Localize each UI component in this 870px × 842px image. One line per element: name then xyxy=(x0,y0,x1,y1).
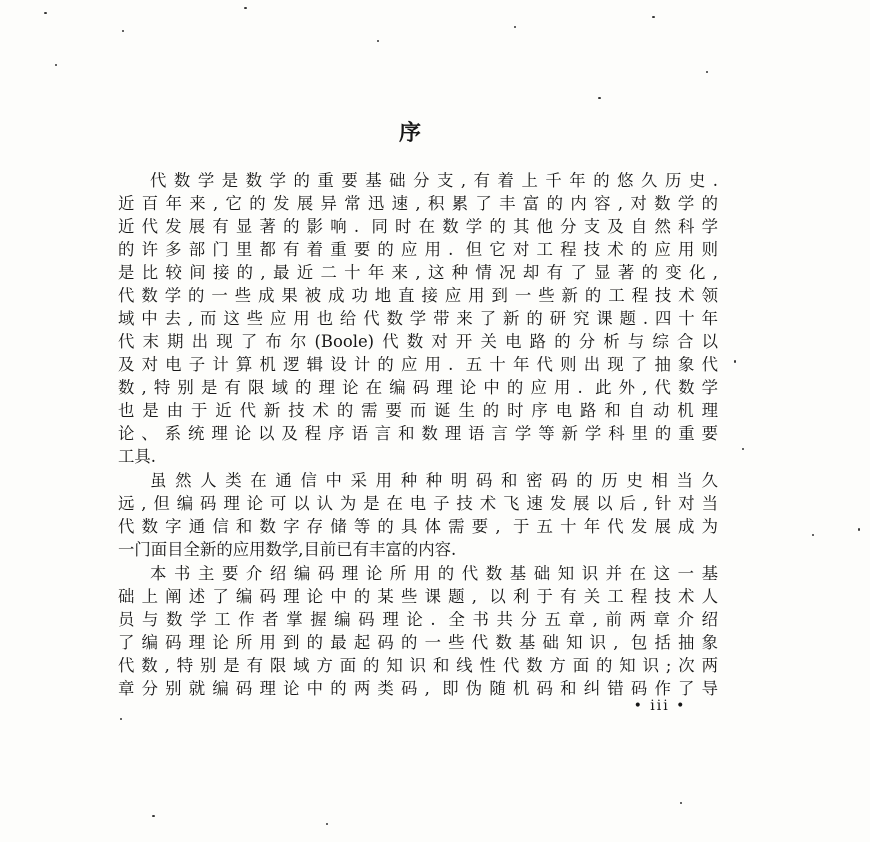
text-line: 远,但编码理论可以认为是在电子技术飞速发展以后,针对当 xyxy=(118,494,718,513)
text-line: 工具. xyxy=(118,447,156,466)
scan-speck xyxy=(514,26,516,28)
text-line: 代末期出现了布尔(Boole)代数对开关电路的分析与综合以 xyxy=(118,332,718,351)
scan-speck xyxy=(812,534,814,536)
text-line: 一门面目全新的应用数学,目前已有丰富的内容. xyxy=(118,540,457,559)
text-line: 近代发展有显著的影响. 同时在数学的其他分支及自然科学 xyxy=(118,217,718,236)
scan-speck xyxy=(680,802,682,804)
text-line: 了编码理论所用到的最起码的一些代数基础知识, 包括抽象 xyxy=(118,633,718,652)
scan-speck xyxy=(44,12,47,14)
text-line: 及对电子计算机逻辑设计的应用. 五十年代则出现了抽象代 xyxy=(118,355,718,374)
text-line: 虽然人类在通信中采用种种明码和密码的历史相当久 xyxy=(150,471,718,490)
text-line: 数,特别是有限域的理论在编码理论中的应用. 此外,代数学 xyxy=(118,378,718,397)
scan-speck xyxy=(858,528,860,531)
scan-speck xyxy=(706,71,708,73)
text-line: 员与数学工作者掌握编码理论. 全书共分五章,前两章介绍 xyxy=(118,610,718,629)
text-line: 的许多部门里都有着重要的应用. 但它对工程技术的应用则 xyxy=(118,240,718,259)
text-line: 本书主要介绍编码理论所用的代数基础知识并在这一基 xyxy=(150,564,718,583)
scan-speck xyxy=(742,448,744,450)
text-line: 代数学是数学的重要基础分支,有着上千年的悠久历史. xyxy=(150,171,718,190)
text-line: 论、系统理论以及程序语言和数理语言学等新学科里的重要 xyxy=(118,424,718,443)
text-line: 代数字通信和数字存储等的具体需要, 于五十年代发展成为 xyxy=(118,517,718,536)
scan-speck xyxy=(652,16,655,18)
scan-speck xyxy=(55,64,57,66)
text-line: 是比较间接的,最近二十年来,这种情况却有了显著的变化, xyxy=(118,263,718,282)
scan-speck xyxy=(122,30,124,32)
text-line: 域中去,而这些应用也给代数学带来了新的研究课题.四十年 xyxy=(118,309,718,328)
scan-speck xyxy=(244,7,247,9)
text-line: 也是由于近代新技术的需要而诞生的时序电路和自动机理 xyxy=(118,401,718,420)
text-line: 代数学的一些成果被成功地直接应用到一些新的工程技术领 xyxy=(118,286,718,305)
scan-speck xyxy=(734,360,736,363)
text-line: 代数,特别是有限域方面的知识和线性代数方面的知识;次两 xyxy=(118,656,718,675)
scan-speck xyxy=(120,718,122,720)
scan-speck xyxy=(152,815,155,817)
scan-speck xyxy=(326,823,328,825)
page-number: • iii • xyxy=(633,698,687,714)
text-line: 础上阐述了编码理论中的某些课题, 以利于有关工程技术人 xyxy=(118,587,718,606)
scan-speck xyxy=(377,40,379,42)
text-line: 章分别就编码理论中的两类码, 即伪随机码和纠错码作了导 xyxy=(118,679,718,698)
preface-title: 序 xyxy=(398,120,421,146)
scan-speck xyxy=(598,97,601,99)
text-line: 近百年来,它的发展异常迅速,积累了丰富的内容,对数学的 xyxy=(118,194,718,213)
